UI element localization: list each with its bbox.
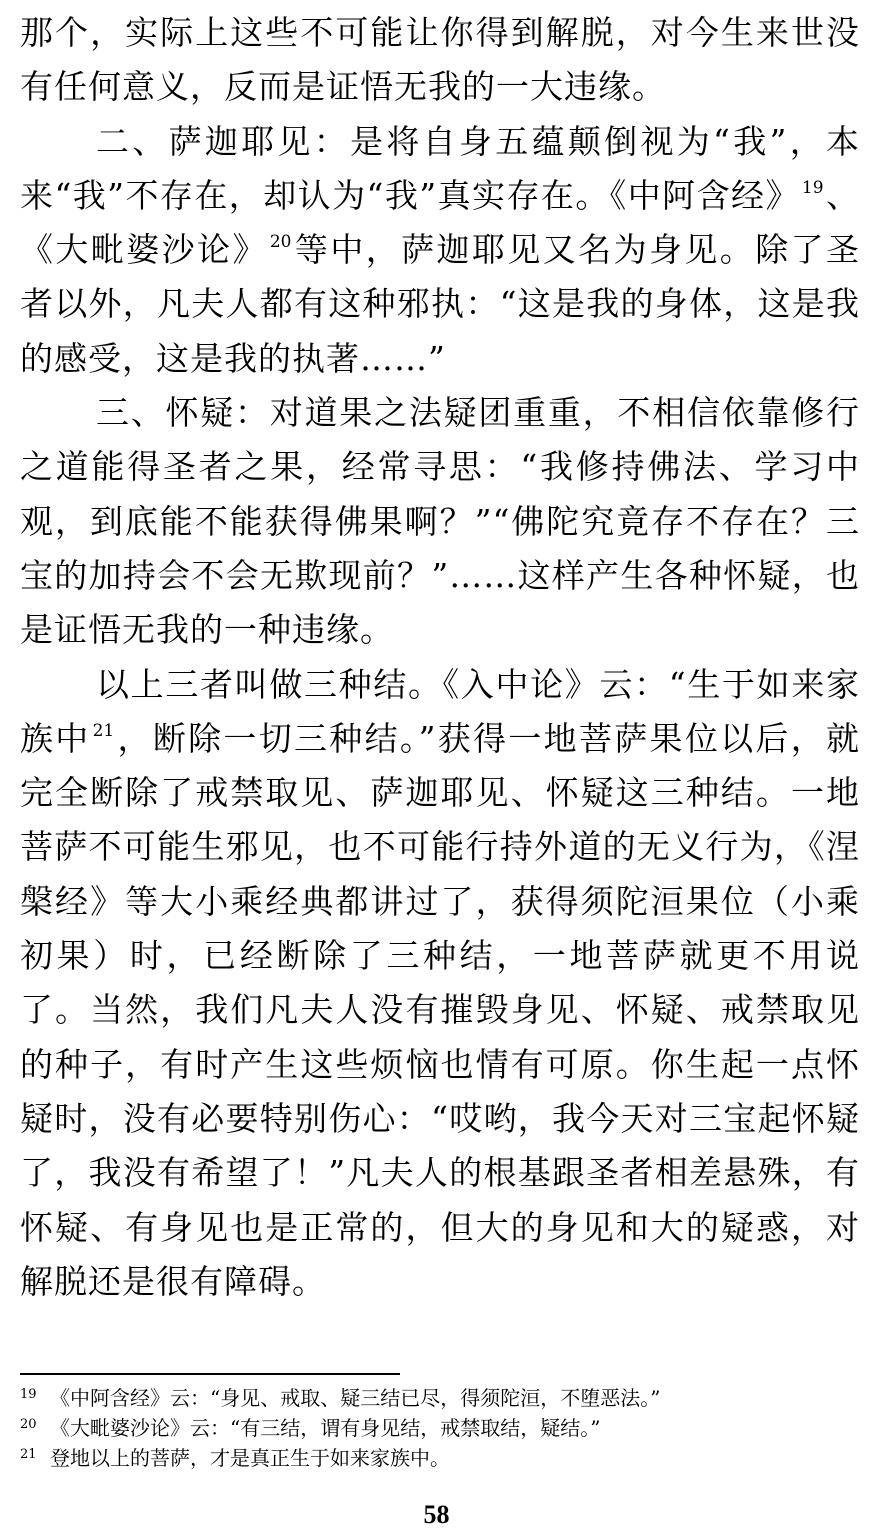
paragraph-4-text-b: ，断除一切三种结。”获得一地菩萨果位以后，就完全断除了戒禁取见、萨迦耶见、怀疑这三种结。一地菩萨不可能生邪见，也不可能行持外道的无义行为，《涅槃经》等大小乘经典都讲过了，获得须陀洹果位（小乘初果）时，已经断除了三种结，一地菩萨就更不用说了。当然，我们凡夫人没有摧毁身见、怀疑、戒禁取见的种子，有时产生这些烦恼也情有可原。你生起一点怀疑时，没有必要特别伤心：“哎哟，我今天对三宝起怀疑了，我没有希望了！”凡夫人的根基跟圣者相差悬殊，有怀疑、有身见也是正常的，但大的身见和大的疑惑，对解脱还是很有障碍。 <box>20 718 861 1301</box>
paragraph-1: 那个，实际上这些不可能让你得到解脱，对今生来世没有任何意义，反而是证悟无我的一大违缘。 <box>20 13 860 107</box>
page-number: 58 <box>423 1500 450 1529</box>
footnote-text: 登地以上的菩萨，才是真正生于如来家族中。 <box>50 1446 450 1470</box>
footnotes <box>20 1383 860 1473</box>
footnote-19: 19 《中阿含经》云：“身见、戒取、疑三结已尽，得须陀洹，不堕恶法。” <box>20 1386 661 1410</box>
paragraph-4-text-a: 以上三者叫做三种结。《入中论》云：“生于如来家族中 <box>20 664 860 758</box>
footnote-ref-21[interactable]: 21 <box>92 720 115 741</box>
paragraph-2-text-c: 等中，萨迦耶见又名为身见。除了圣者以外，凡夫人都有这种邪执：“这是我的身体，这是我的感受，这是我的执著……” <box>20 230 861 378</box>
footnote-20: 20 《大毗婆沙论》云：“有三结，谓有身见结，戒禁取结，疑结。” <box>20 1416 601 1440</box>
footnote-divider <box>20 1373 400 1375</box>
footnote-21: 21 登地以上的菩萨，才是真正生于如来家族中。 <box>20 1446 450 1470</box>
paragraph-2-text-a: 二、萨迦耶见：是将自身五蕴颠倒视为“我”，本来“我”不存在，却认为“我”真实存在。《中阿含经》 <box>20 121 860 215</box>
main-text <box>20 6 860 1309</box>
paragraph-2-text-b: 、《大毗婆沙论》 <box>20 175 860 270</box>
footnote-text: 《大毗婆沙论》云：“有三结，谓有身见结，戒禁取结，疑结。” <box>50 1416 601 1440</box>
paragraph-4 <box>20 658 860 1310</box>
paragraph-3: 三、怀疑：对道果之法疑团重重，不相信依靠修行之道能得圣者之果，经常寻思：“我修持佛法、学习中观，到底能不能获得佛果啊？”“佛陀究竟存不存在？三宝的加持会不会无欺现前？”……这样产生各种怀疑，也是证悟无我的一种违缘。 <box>20 393 860 650</box>
footnote-ref-19[interactable]: 19 <box>801 177 824 198</box>
footnote-ref-20[interactable]: 20 <box>269 232 292 253</box>
paragraph-2 <box>20 115 860 386</box>
footnote-text: 《中阿含经》云：“身见、戒取、疑三结已尽，得须陀洹，不堕恶法。” <box>50 1386 661 1410</box>
